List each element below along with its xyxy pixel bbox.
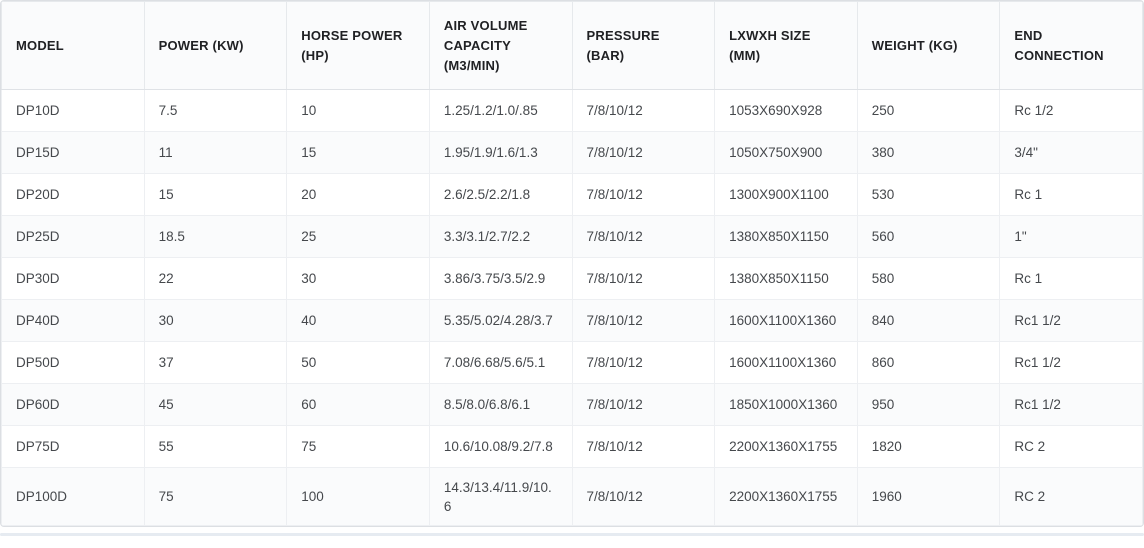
table-row	[2, 258, 1143, 300]
table-cell: 5.35/5.02/4.28/3.7	[429, 300, 572, 342]
table-cell: 15	[287, 132, 430, 174]
table-cell: 1380X850X1150	[715, 258, 858, 300]
table-cell: 7/8/10/12	[572, 426, 715, 468]
table-cell: 860	[857, 342, 1000, 384]
table-cell: 1850X1000X1360	[715, 384, 858, 426]
column-header: LXWXH SIZE (MM)	[715, 2, 858, 90]
table-cell: 75	[144, 468, 287, 526]
table-cell: 25	[287, 216, 430, 258]
table-cell: DP30D	[2, 258, 145, 300]
table-cell: 1600X1100X1360	[715, 342, 858, 384]
table-cell: DP40D	[2, 300, 145, 342]
table-cell: 530	[857, 174, 1000, 216]
table-cell: DP10D	[2, 90, 145, 132]
table-cell: 45	[144, 384, 287, 426]
column-header: HORSE POWER (HP)	[287, 2, 430, 90]
table-cell: 1.25/1.2/1.0/.85	[429, 90, 572, 132]
table-cell: 7/8/10/12	[572, 384, 715, 426]
table-row	[2, 384, 1143, 426]
table-cell: 100	[287, 468, 430, 526]
table-cell: DP75D	[2, 426, 145, 468]
table-cell: 7.5	[144, 90, 287, 132]
table-cell: DP60D	[2, 384, 145, 426]
table-cell: 7/8/10/12	[572, 300, 715, 342]
table-row	[2, 468, 1143, 526]
table-cell: Rc1 1/2	[1000, 300, 1143, 342]
table-cell: 2.6/2.5/2.2/1.8	[429, 174, 572, 216]
table-cell: 3/4"	[1000, 132, 1143, 174]
table-cell: Rc1 1/2	[1000, 384, 1143, 426]
table-cell: RC 2	[1000, 468, 1143, 526]
column-header: POWER (KW)	[144, 2, 287, 90]
column-header: AIR VOLUME CAPACITY (M3/MIN)	[429, 2, 572, 90]
table-cell: 8.5/8.0/6.8/6.1	[429, 384, 572, 426]
table-cell: 11	[144, 132, 287, 174]
table-cell: 14.3/13.4/11.9/10.6	[429, 468, 572, 526]
table-cell: 50	[287, 342, 430, 384]
table-cell: 60	[287, 384, 430, 426]
header-row	[2, 2, 1143, 90]
table-cell: DP20D	[2, 174, 145, 216]
table-row	[2, 426, 1143, 468]
table-row	[2, 174, 1143, 216]
table-cell: Rc 1	[1000, 258, 1143, 300]
table-cell: 3.86/3.75/3.5/2.9	[429, 258, 572, 300]
table-row	[2, 300, 1143, 342]
compressor-spec-table	[1, 1, 1143, 526]
table-body	[2, 90, 1143, 526]
table-cell: 1600X1100X1360	[715, 300, 858, 342]
table-cell: 7.08/6.68/5.6/5.1	[429, 342, 572, 384]
table-head	[2, 2, 1143, 90]
table-cell: 30	[287, 258, 430, 300]
table-cell: 2200X1360X1755	[715, 468, 858, 526]
table-cell: DP50D	[2, 342, 145, 384]
table-cell: Rc 1	[1000, 174, 1143, 216]
table-cell: 22	[144, 258, 287, 300]
table-cell: 7/8/10/12	[572, 342, 715, 384]
table-cell: Rc1 1/2	[1000, 342, 1143, 384]
table-cell: 1050X750X900	[715, 132, 858, 174]
table-cell: 20	[287, 174, 430, 216]
table-cell: 2200X1360X1755	[715, 426, 858, 468]
table-cell: DP100D	[2, 468, 145, 526]
table-cell: Rc 1/2	[1000, 90, 1143, 132]
column-header: END CONNECTION	[1000, 2, 1143, 90]
table-cell: 560	[857, 216, 1000, 258]
table-cell: 1380X850X1150	[715, 216, 858, 258]
table-row	[2, 216, 1143, 258]
table-cell: 7/8/10/12	[572, 174, 715, 216]
table-cell: 75	[287, 426, 430, 468]
table-row	[2, 132, 1143, 174]
table-cell: 1300X900X1100	[715, 174, 858, 216]
table-cell: RC 2	[1000, 426, 1143, 468]
table-cell: 840	[857, 300, 1000, 342]
table-cell: 3.3/3.1/2.7/2.2	[429, 216, 572, 258]
table-cell: 10.6/10.08/9.2/7.8	[429, 426, 572, 468]
horizontal-scrollbar[interactable]	[0, 533, 1144, 536]
column-header: WEIGHT (KG)	[857, 2, 1000, 90]
table-cell: 7/8/10/12	[572, 468, 715, 526]
table-cell: 380	[857, 132, 1000, 174]
table-cell: 15	[144, 174, 287, 216]
table-cell: 1.95/1.9/1.6/1.3	[429, 132, 572, 174]
table-cell: 1820	[857, 426, 1000, 468]
table-cell: 250	[857, 90, 1000, 132]
table-row	[2, 342, 1143, 384]
table-cell: 7/8/10/12	[572, 216, 715, 258]
table-row	[2, 90, 1143, 132]
table-cell: DP15D	[2, 132, 145, 174]
table-cell: 30	[144, 300, 287, 342]
table-cell: 40	[287, 300, 430, 342]
table-cell: 1053X690X928	[715, 90, 858, 132]
table-cell: 18.5	[144, 216, 287, 258]
table-cell: 950	[857, 384, 1000, 426]
column-header: PRESSURE (BAR)	[572, 2, 715, 90]
table-cell: 37	[144, 342, 287, 384]
table-cell: 55	[144, 426, 287, 468]
table-cell: 1960	[857, 468, 1000, 526]
table-cell: 7/8/10/12	[572, 132, 715, 174]
table-cell: 580	[857, 258, 1000, 300]
table-cell: 10	[287, 90, 430, 132]
table-cell: 1"	[1000, 216, 1143, 258]
table-cell: 7/8/10/12	[572, 90, 715, 132]
table-cell: DP25D	[2, 216, 145, 258]
table-cell: 7/8/10/12	[572, 258, 715, 300]
column-header: MODEL	[2, 2, 145, 90]
